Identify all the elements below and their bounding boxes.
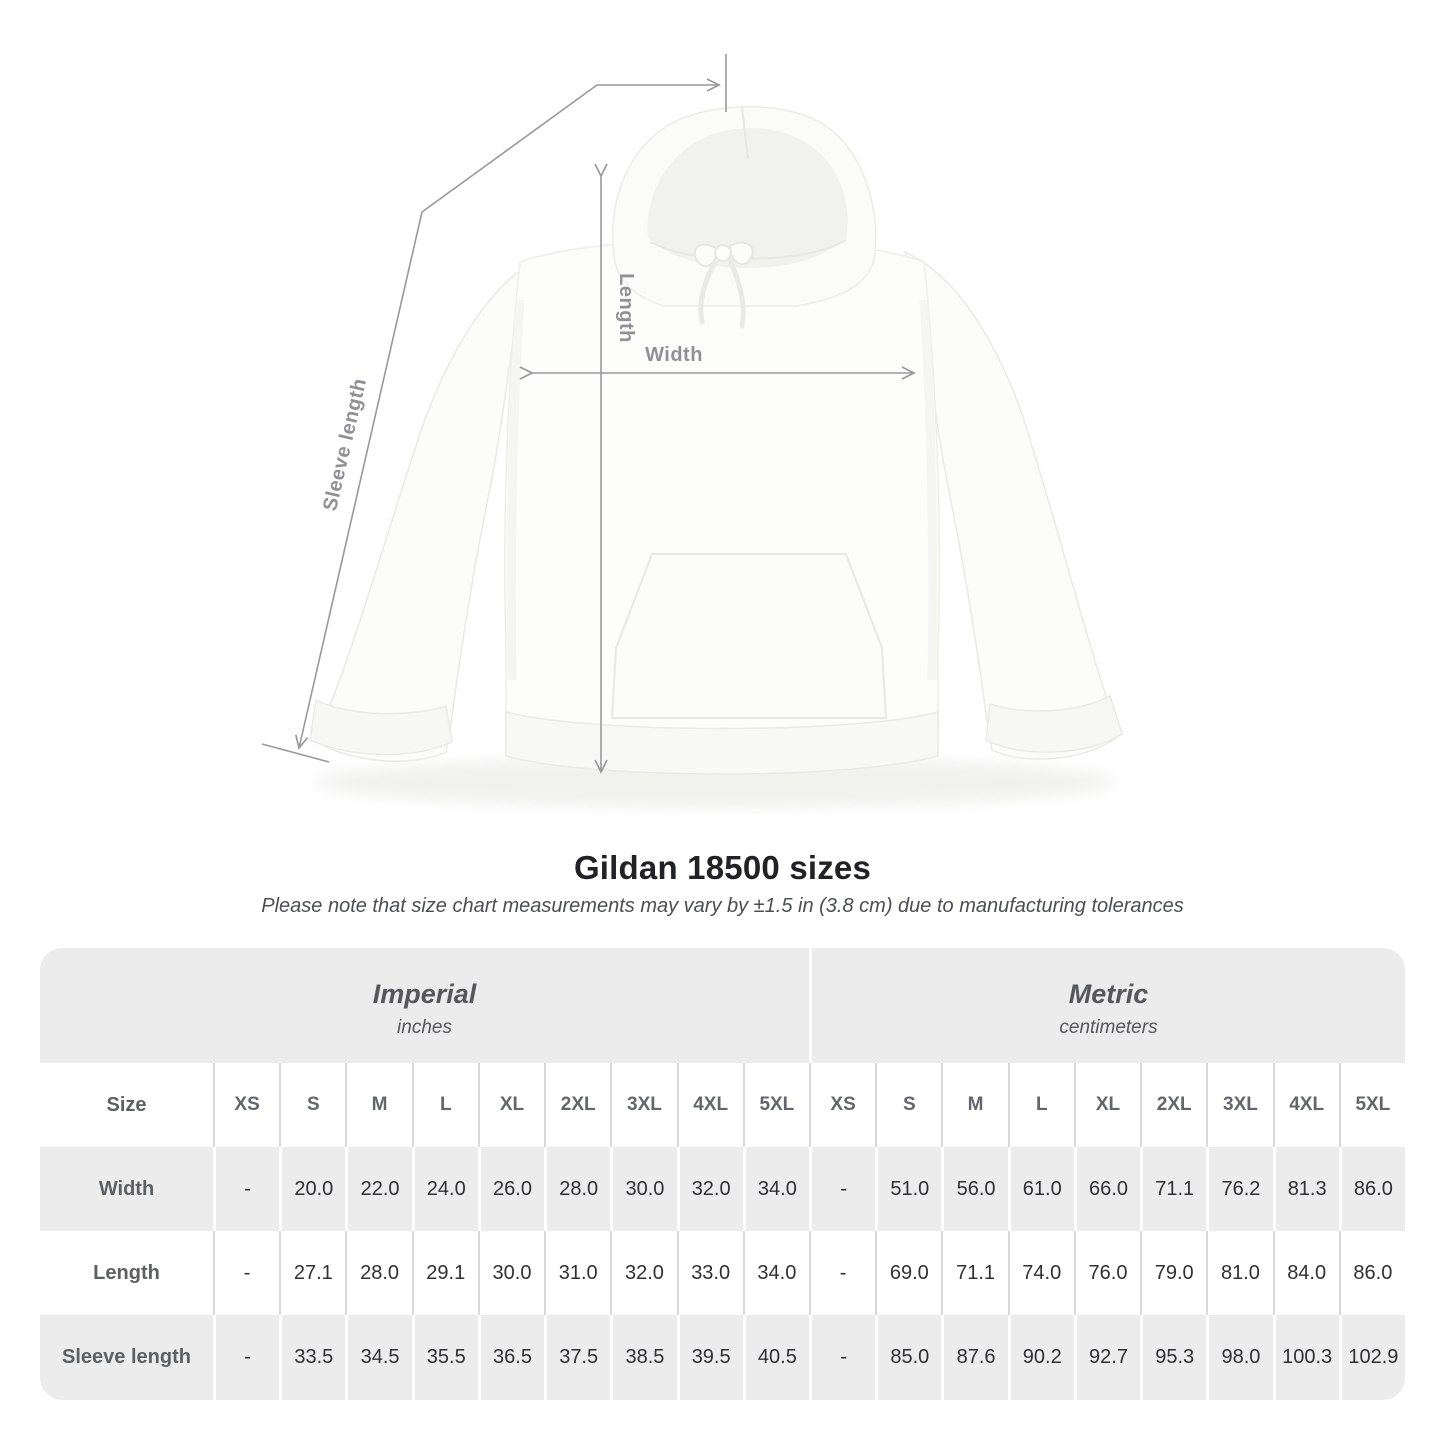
row-label: Width [40, 1147, 213, 1231]
width-label: Width [645, 344, 703, 366]
size-header-cell: XS [809, 1063, 875, 1147]
size-header-cell: 4XL [677, 1063, 743, 1147]
value-cell: 84.0 [1273, 1231, 1339, 1315]
size-header-cell: 2XL [544, 1063, 610, 1147]
value-cell: 71.1 [941, 1231, 1007, 1315]
value-cell: 76.0 [1074, 1231, 1140, 1315]
value-cell: 86.0 [1339, 1231, 1405, 1315]
value-cell: 51.0 [875, 1147, 941, 1231]
size-header-cell: S [279, 1063, 345, 1147]
value-cell: 34.0 [743, 1147, 809, 1231]
size-header-cell: S [875, 1063, 941, 1147]
value-cell: 69.0 [875, 1231, 941, 1315]
value-cell: 92.7 [1074, 1315, 1140, 1400]
sleeve-length-label: Sleeve length [319, 376, 372, 514]
value-cell: 22.0 [345, 1147, 411, 1231]
value-cell: 36.5 [478, 1315, 544, 1400]
size-header-cell: XL [478, 1063, 544, 1147]
value-cell: 74.0 [1008, 1231, 1074, 1315]
imperial-sublabel: inches [397, 1016, 452, 1038]
page-subtitle: Please note that size chart measurements may vary by ±1.5 in (3.8 cm) due to manufacturing tolerances [261, 895, 1184, 917]
value-cell: 85.0 [875, 1315, 941, 1400]
value-cell: 100.3 [1273, 1315, 1339, 1400]
size-header-cell: M [941, 1063, 1007, 1147]
value-cell: 32.0 [610, 1231, 676, 1315]
unit-header-imperial [40, 948, 809, 1063]
value-cell: - [809, 1315, 875, 1400]
value-cell: - [213, 1315, 279, 1400]
value-cell: 102.9 [1339, 1315, 1405, 1400]
hoodie-illustration [310, 106, 1122, 808]
value-cell: 76.2 [1206, 1147, 1272, 1231]
row-label: Length [40, 1231, 213, 1315]
sleeve-diagonal-upper [422, 85, 597, 212]
value-cell: 95.3 [1140, 1315, 1206, 1400]
value-cell: 39.5 [677, 1315, 743, 1400]
value-cell: 26.0 [478, 1147, 544, 1231]
size-chart-grid [40, 948, 1405, 1400]
value-cell: 32.0 [677, 1147, 743, 1231]
sleeve-end-bar [262, 744, 329, 762]
imperial-label: Imperial [372, 978, 477, 1009]
value-cell: 66.0 [1074, 1147, 1140, 1231]
length-label: Length [615, 273, 637, 343]
value-cell: 38.5 [610, 1315, 676, 1400]
value-cell: 27.1 [279, 1231, 345, 1315]
value-cell: - [213, 1147, 279, 1231]
size-header-cell: 3XL [1206, 1063, 1272, 1147]
row-label: Sleeve length [40, 1315, 213, 1400]
value-cell: 24.0 [412, 1147, 478, 1231]
value-cell: 61.0 [1008, 1147, 1074, 1231]
value-cell: - [213, 1231, 279, 1315]
value-cell: 20.0 [279, 1147, 345, 1231]
value-cell: 87.6 [941, 1315, 1007, 1400]
page-title: Gildan 18500 sizes [573, 849, 872, 886]
metric-sublabel: centimeters [1059, 1016, 1158, 1038]
unit-header-metric [809, 948, 1405, 1063]
size-col-header: Size [40, 1063, 213, 1147]
value-cell: 33.5 [279, 1315, 345, 1400]
value-cell: 29.1 [412, 1231, 478, 1315]
value-cell: 86.0 [1339, 1147, 1405, 1231]
value-cell: 35.5 [412, 1315, 478, 1400]
value-cell: - [809, 1231, 875, 1315]
size-header-cell: L [1008, 1063, 1074, 1147]
metric-label: Metric [1068, 978, 1149, 1009]
size-header-cell: M [345, 1063, 411, 1147]
size-header-cell: 2XL [1140, 1063, 1206, 1147]
size-header-cell: 3XL [610, 1063, 676, 1147]
value-cell: 81.0 [1206, 1231, 1272, 1315]
size-header-cell: 5XL [743, 1063, 809, 1147]
value-cell: 28.0 [544, 1147, 610, 1231]
size-header-cell: 5XL [1339, 1063, 1405, 1147]
value-cell: 37.5 [544, 1315, 610, 1400]
size-header-cell: 4XL [1273, 1063, 1339, 1147]
value-cell: 30.0 [610, 1147, 676, 1231]
value-cell: 98.0 [1206, 1315, 1272, 1400]
value-cell: 34.0 [743, 1231, 809, 1315]
value-cell: 28.0 [345, 1231, 411, 1315]
value-cell: 81.3 [1273, 1147, 1339, 1231]
value-cell: 71.1 [1140, 1147, 1206, 1231]
value-cell: 56.0 [941, 1147, 1007, 1231]
value-cell: 40.5 [743, 1315, 809, 1400]
kangaroo-pocket [612, 554, 886, 718]
size-header-cell: XS [213, 1063, 279, 1147]
size-header-cell: L [412, 1063, 478, 1147]
value-cell: 30.0 [478, 1231, 544, 1315]
value-cell: - [809, 1147, 875, 1231]
value-cell: 33.0 [677, 1231, 743, 1315]
value-cell: 90.2 [1008, 1315, 1074, 1400]
value-cell: 34.5 [345, 1315, 411, 1400]
size-header-cell: XL [1074, 1063, 1140, 1147]
value-cell: 79.0 [1140, 1231, 1206, 1315]
value-cell: 31.0 [544, 1231, 610, 1315]
